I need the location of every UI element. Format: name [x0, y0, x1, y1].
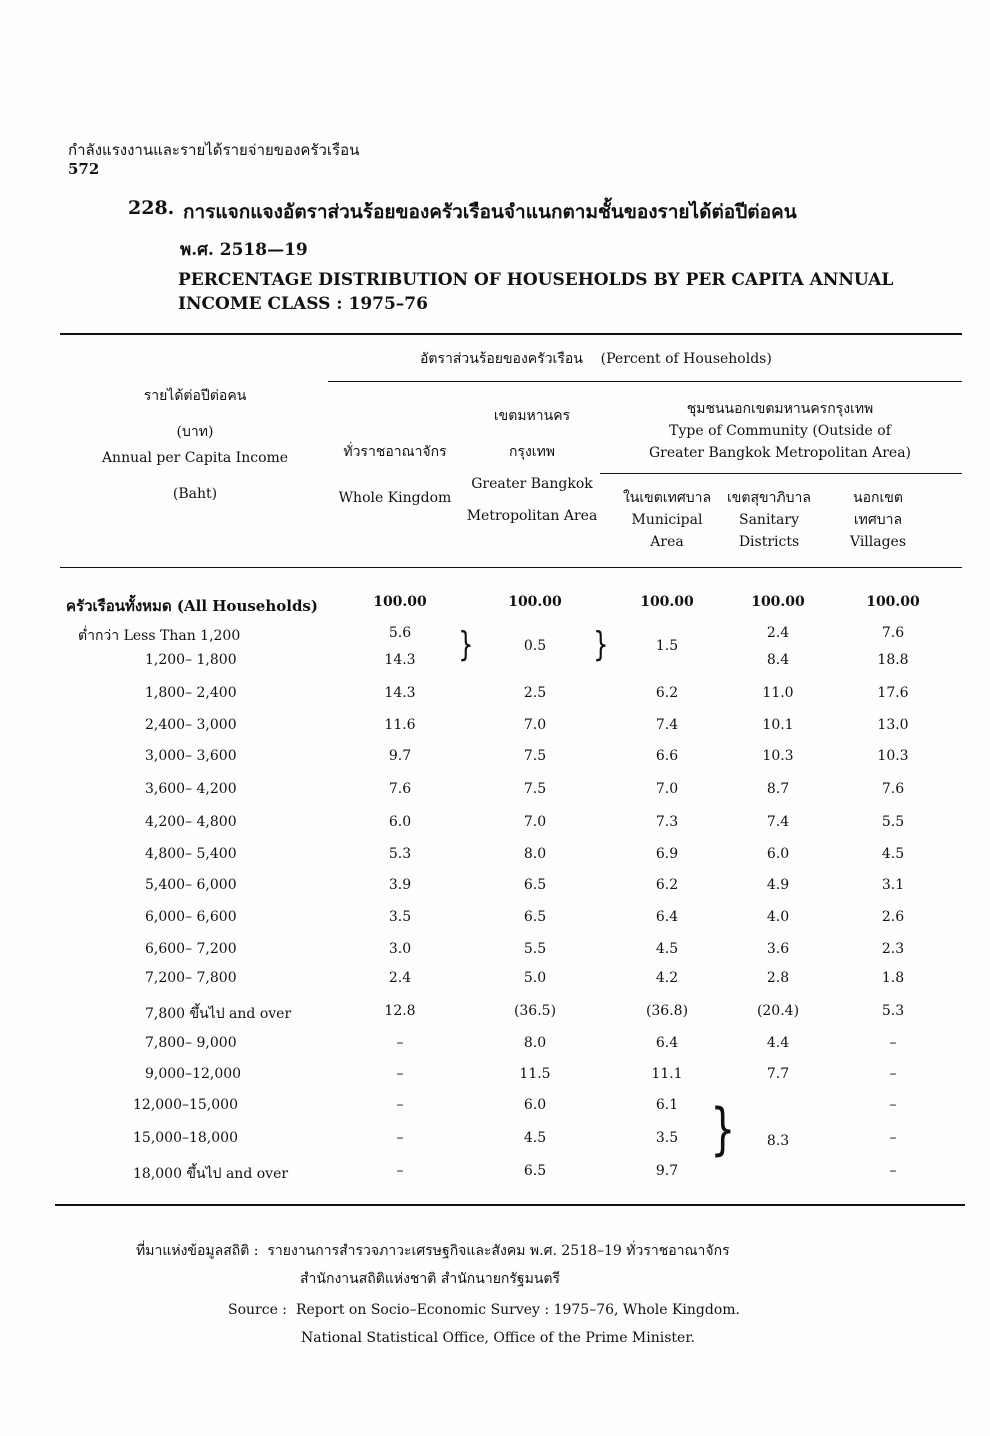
stub-header-thai: รายได้ต่อปีต่อคน [143, 388, 247, 404]
row-label: 12,000–15,000 [133, 1097, 238, 1113]
row-label: 5,400– 6,000 [145, 877, 237, 893]
right-brace-icon: } [593, 625, 609, 665]
cell-gbma: 7.5 [523, 781, 547, 797]
right-brace-icon: } [458, 625, 474, 665]
cell-gbma: 6.5 [523, 877, 547, 893]
gbma-english-1: Greater Bangkok [471, 476, 593, 492]
cell-whole: – [396, 1035, 404, 1051]
table-number: 228. [128, 197, 175, 219]
cell-muni: 9.7 [655, 1163, 679, 1179]
cell-whole: 3.5 [388, 909, 412, 925]
cell-gbma: 6.0 [523, 1097, 547, 1113]
stub-header [70, 385, 320, 505]
percent-header [420, 348, 772, 370]
cell-gbma: 100.00 [508, 594, 562, 610]
cell-sani: 4.9 [766, 877, 790, 893]
row-label: 7,800– 9,000 [145, 1035, 237, 1051]
row-label: 1,200– 1,800 [145, 652, 237, 668]
cell-gbma: 8.0 [523, 1035, 547, 1051]
cell-gbma: 2.5 [523, 685, 547, 701]
cell-gbma: 11.5 [519, 1066, 551, 1082]
cell-sani: 3.6 [766, 941, 790, 957]
cell-gbma: 4.5 [523, 1130, 547, 1146]
cell-whole: 5.3 [388, 846, 412, 862]
cell-sani: 10.1 [762, 717, 794, 733]
cell-vill: 17.6 [877, 685, 909, 701]
cell-whole: – [396, 1097, 404, 1113]
cell-whole: 9.7 [388, 748, 412, 764]
cell-muni: 6.4 [655, 1035, 679, 1051]
percent-header-english: (Percent of Households) [600, 351, 772, 367]
cell-muni: 6.2 [655, 685, 679, 701]
cell-vill: – [889, 1035, 897, 1051]
cell-gbma: (36.5) [513, 1003, 557, 1019]
percent-header-rule [328, 381, 962, 382]
outside-english-2: Greater Bangkok Metropolitan Area) [648, 445, 912, 461]
cell-gbma: 7.5 [523, 748, 547, 764]
year-thai: พ.ศ. 2518—19 [180, 240, 308, 260]
page-number: 572 [68, 160, 100, 178]
cell-muni: 100.00 [640, 594, 694, 610]
villages-english: Villages [849, 534, 907, 550]
cell-whole: 7.6 [388, 781, 412, 797]
gbma-thai-1: เขตมหานคร [493, 408, 571, 424]
whole-kingdom-english: Whole Kingdom [338, 490, 452, 506]
row-label: ต่ำกว่า Less Than 1,200 [78, 628, 241, 644]
cell-muni: 7.3 [655, 814, 679, 830]
row-label: 3,000– 3,600 [145, 748, 237, 764]
source-english: Source : Report on Socio–Economic Survey : 1975–76, Whole Kingdom. National Statistical Office, Office of the Prime Minister. [228, 1296, 740, 1352]
cell-sani: 4.4 [766, 1035, 790, 1051]
cell-sani: 8.7 [766, 781, 790, 797]
stub-header-english-unit: (Baht) [172, 486, 218, 502]
cell-muni: (36.8) [645, 1003, 689, 1019]
cell-gbma: 5.5 [523, 941, 547, 957]
row-label: 1,800– 2,400 [145, 685, 237, 701]
cell-vill: – [889, 1066, 897, 1082]
cell-muni: 6.2 [655, 877, 679, 893]
source-english-label: Source [228, 1302, 278, 1318]
cell-gbma: 6.5 [523, 1163, 547, 1179]
row-label: 6,600– 7,200 [145, 941, 237, 957]
cell-whole: 14.3 [384, 652, 416, 668]
cell-sani: 11.0 [762, 685, 794, 701]
row-label: 18,000 ขึ้นไป and over [133, 1166, 289, 1182]
municipal-english-2: Area [650, 534, 684, 550]
cell-muni: 3.5 [655, 1130, 679, 1146]
cell-muni: 6.9 [655, 846, 679, 862]
row-label: 3,600– 4,200 [145, 781, 237, 797]
cell-sani: 7.7 [766, 1066, 790, 1082]
cell-sani: 4.0 [766, 909, 790, 925]
cell-whole: 3.0 [388, 941, 412, 957]
table-top-rule [60, 333, 962, 335]
cell-sani: 10.3 [762, 748, 794, 764]
title-thai: การแจกแจงอัตราส่วนร้อยของครัวเรือนจำแนกตามชั้นของรายได้ต่อปีต่อคน [183, 201, 797, 223]
cell-muni: 7.0 [655, 781, 679, 797]
cell-vill: 2.6 [881, 909, 905, 925]
cell-whole: – [396, 1130, 404, 1146]
cell-sani: 7.4 [766, 814, 790, 830]
cell-vill: – [889, 1097, 897, 1113]
cell-vill: 4.5 [881, 846, 905, 862]
percent-header-thai: อัตราส่วนร้อยของครัวเรือน [420, 351, 583, 367]
source-thai-line-2: สำนักงานสถิติแห่งชาติ สำนักนายกรัฐมนตรี [300, 1271, 561, 1287]
cell-gbma: 8.0 [523, 846, 547, 862]
running-header: กำลังแรงงานและรายได้รายจ่ายของครัวเรือน [68, 141, 360, 159]
cell-whole: 12.8 [384, 1003, 416, 1019]
cell-whole: 6.0 [388, 814, 412, 830]
sanitary-english-2: Districts [738, 534, 800, 550]
gbma-header [462, 405, 602, 527]
source-thai-line-1: รายงานการสำรวจภาวะเศรษฐกิจและสังคม พ.ศ. 2518–19 ทั่วราชอาณาจักร [267, 1243, 730, 1259]
row-label: 7,200– 7,800 [145, 970, 237, 986]
row-label: 7,800 ขึ้นไป and over [145, 1006, 292, 1022]
villages-thai-2: เทศบาล [853, 512, 903, 528]
gbma-merged-value: 0.5 [523, 638, 547, 654]
source-thai: ที่มาแห่งข้อมูลสถิติ : รายงานการสำรวจภาวะเศรษฐกิจและสังคม พ.ศ. 2518–19 ทั่วราชอาณาจักร สำนักงานสถิติแห่งชาติ สำนักนายกรัฐมนตรี [136, 1237, 730, 1293]
municipal-thai: ในเขตเทศบาล [622, 490, 712, 506]
villages-header [838, 487, 918, 553]
cell-muni: 6.1 [655, 1097, 679, 1113]
cell-vill: – [889, 1130, 897, 1146]
cell-sani: 8.4 [766, 652, 790, 668]
cell-muni: 11.1 [651, 1066, 683, 1082]
cell-vill: 7.6 [881, 781, 905, 797]
cell-vill: 13.0 [877, 717, 909, 733]
sanitary-merged-value: 8.3 [766, 1133, 790, 1149]
cell-gbma: 6.5 [523, 909, 547, 925]
row-label: 15,000–18,000 [133, 1130, 238, 1146]
cell-vill: 10.3 [877, 748, 909, 764]
cell-muni: 7.4 [655, 717, 679, 733]
outside-header [610, 398, 950, 464]
source-english-line-2: National Statistical Office, Office of the Prime Minister. [301, 1330, 695, 1346]
cell-muni: 6.6 [655, 748, 679, 764]
cell-whole: – [396, 1163, 404, 1179]
cell-sani: 100.00 [751, 594, 805, 610]
cell-vill: 3.1 [881, 877, 905, 893]
cell-sani: (20.4) [756, 1003, 800, 1019]
outside-thai: ชุมชนนอกเขตมหานครกรุงเทพ [686, 401, 874, 417]
sanitary-thai: เขตสุขาภิบาล [727, 490, 811, 506]
cell-muni: 6.4 [655, 909, 679, 925]
row-label: 9,000–12,000 [145, 1066, 242, 1082]
stub-header-thai-unit: (บาท) [176, 424, 214, 440]
villages-thai-1: นอกเขต [853, 490, 903, 506]
cell-whole: 100.00 [373, 594, 427, 610]
cell-muni: 4.5 [655, 941, 679, 957]
cell-vill: 7.6 [881, 625, 905, 641]
header-bottom-rule [60, 567, 962, 568]
row-label: ครัวเรือนทั้งหมด (All Households) [66, 597, 318, 615]
source-thai-label: ที่มาแห่งข้อมูลสถิติ [136, 1243, 250, 1259]
cell-whole: – [396, 1066, 404, 1082]
title-english [178, 268, 893, 316]
municipal-merged-value: 1.5 [655, 638, 679, 654]
cell-vill: 5.5 [881, 814, 905, 830]
sanitary-header [710, 487, 828, 553]
cell-whole: 2.4 [388, 970, 412, 986]
community-header-rule [600, 473, 962, 474]
row-label: 2,400– 3,000 [145, 717, 237, 733]
cell-whole: 5.6 [388, 625, 412, 641]
row-label: 6,000– 6,600 [145, 909, 237, 925]
cell-sani: 2.8 [766, 970, 790, 986]
gbma-thai-2: กรุงเทพ [508, 444, 556, 460]
cell-vill: 18.8 [877, 652, 909, 668]
outside-english-1: Type of Community (Outside of [669, 423, 891, 439]
cell-muni: 4.2 [655, 970, 679, 986]
cell-gbma: 5.0 [523, 970, 547, 986]
cell-whole: 11.6 [384, 717, 416, 733]
row-label: 4,200– 4,800 [145, 814, 237, 830]
source-english-line-1: Report on Socio–Economic Survey : 1975–76, Whole Kingdom. [295, 1302, 741, 1318]
row-label: 4,800– 5,400 [145, 846, 237, 862]
cell-sani: 6.0 [766, 846, 790, 862]
cell-vill: 100.00 [866, 594, 920, 610]
cell-gbma: 7.0 [523, 717, 547, 733]
table-bottom-rule [55, 1204, 965, 1206]
whole-kingdom-thai: ทั่วราชอาณาจักร [343, 444, 447, 460]
whole-kingdom-header [330, 441, 460, 509]
title-english-line-2: INCOME CLASS : 1975–76 [178, 294, 428, 314]
cell-whole: 3.9 [388, 877, 412, 893]
title-english-line-1: PERCENTAGE DISTRIBUTION OF HOUSEHOLDS BY PER CAPITA ANNUAL [178, 270, 894, 290]
cell-vill: – [889, 1163, 897, 1179]
gbma-english-2: Metropolitan Area [466, 508, 598, 524]
sanitary-english-1: Sanitary [738, 512, 799, 528]
cell-whole: 14.3 [384, 685, 416, 701]
stub-header-english: Annual per Capita Income [101, 450, 289, 466]
cell-vill: 2.3 [881, 941, 905, 957]
cell-vill: 1.8 [881, 970, 905, 986]
right-brace-icon: } [710, 1097, 736, 1162]
cell-gbma: 7.0 [523, 814, 547, 830]
municipal-english-1: Municipal [631, 512, 703, 528]
cell-vill: 5.3 [881, 1003, 905, 1019]
cell-sani: 2.4 [766, 625, 790, 641]
